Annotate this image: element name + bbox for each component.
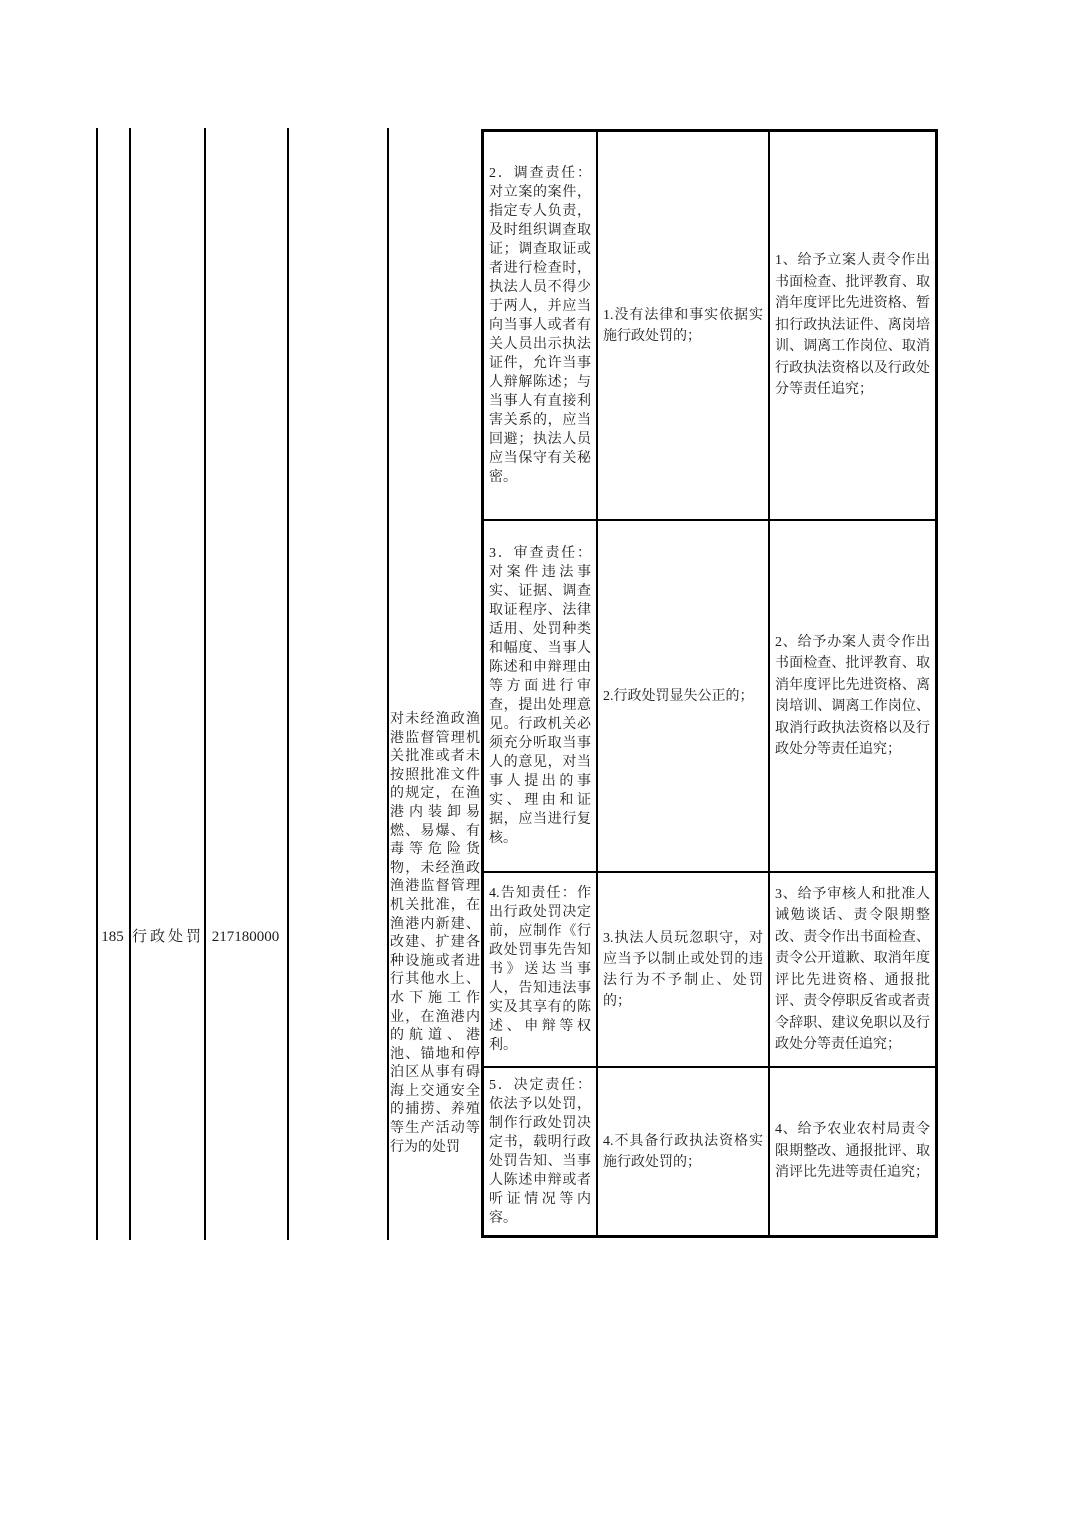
consequence-cell xyxy=(770,521,935,873)
situation-text: 3.执法人员玩忽职守，对应当予以制止或处罚的违法行为不予制止、处罚的； xyxy=(603,930,763,1009)
duty-cell xyxy=(484,1068,598,1235)
consequence-cell xyxy=(770,1068,935,1235)
duty-cell xyxy=(484,873,598,1068)
duty-text: 3．审查责任：对案件违法事实、证据、调查取证程序、法律适用、处罚种类和幅度、当事人陈述和申辩理由等方面进行审查，提出处理意见。行政机关必须充分听取当事人的意见，对当事人提出的事实、理由和证据，应当进行复核。 xyxy=(489,546,591,846)
duty-text: 4.告知责任：作出行政处罚决定前，应制作《行政处罚事先告知书》送达当事人，告知违法事实及其享有的陈述、申辩等权利。 xyxy=(489,886,591,1053)
duty-text: 2．调查责任：对立案的案件，指定专人负责，及时组织调查取证；调查取证或者进行检查时，执法人员不得少于两人，并应当向当事人或者有关人员出示执法证件，允许当事人辩解陈述；与当事人有直接利害关系的，应当回避；执法人员应当保守有关秘密。 xyxy=(489,166,591,485)
accountability-table xyxy=(481,129,938,1238)
table-gridline xyxy=(387,128,389,1240)
duty-text: 5．决定责任：依法予以处罚，制作行政处罚决定书，载明行政处罚告知、当事人陈述申辩或者听证情况等内容。 xyxy=(489,1077,591,1226)
duty-cell xyxy=(484,132,598,521)
power-code-cell: 217180000 xyxy=(211,929,280,945)
situation-cell xyxy=(598,132,770,521)
consequence-text: 2、给予办案人责令作出书面检查、批评教育、取消年度评比先进资格、离岗培训、调离工作岗位、取消行政执法资格以及行政处分等责任追究； xyxy=(775,634,930,757)
consequence-text: 4、给予农业农村局责令限期整改、通报批评、取消评比先进等责任追究； xyxy=(775,1122,930,1181)
situation-cell xyxy=(598,1068,770,1235)
situation-cell xyxy=(598,521,770,873)
table-gridline xyxy=(287,128,289,1240)
duty-cell xyxy=(484,521,598,873)
consequence-text: 1、给予立案人责令作出书面检查、批评教育、取消年度评比先进资格、暂扣行政执法证件、离岗培训、调离工作岗位、取消行政执法资格以及行政处分等责任追究； xyxy=(775,253,930,398)
power-description-cell: 对未经渔政渔港监督管理机关批准或者未按照批准文件的规定，在渔港内装卸易燃、易爆、有毒等危险货物，未经渔政渔港监督管理机关批准，在渔港内新建、改建、扩建各种设施或者进行其他水上、水下施工作业，在渔港内的航道、港池、锚地和停泊区从事有碍海上交通安全的捕捞、养殖等生产活动等行为的处罚 xyxy=(390,712,480,1155)
row-number-cell: 185 xyxy=(101,929,124,945)
situation-cell xyxy=(598,873,770,1068)
consequence-text: 3、给予审核人和批准人诫勉谈话、责令限期整改、责令作出书面检查、责令公开道歉、取消年度评比先进资格、通报批评、责令停职反省或者责令辞职、建议免职以及行政处分等责任追究； xyxy=(775,886,930,1052)
situation-text: 4.不具备行政执法资格实施行政处罚的； xyxy=(603,1133,763,1170)
table-gridline xyxy=(129,128,131,1240)
situation-text: 1.没有法律和事实依据实施行政处罚的； xyxy=(603,307,763,344)
table-gridline xyxy=(204,128,206,1240)
table-gridline xyxy=(96,128,98,1240)
category-cell: 行政处罚 xyxy=(131,929,204,945)
situation-text: 2.行政处罚显失公正的； xyxy=(603,688,754,704)
consequence-cell xyxy=(770,873,935,1068)
consequence-cell xyxy=(770,132,935,521)
